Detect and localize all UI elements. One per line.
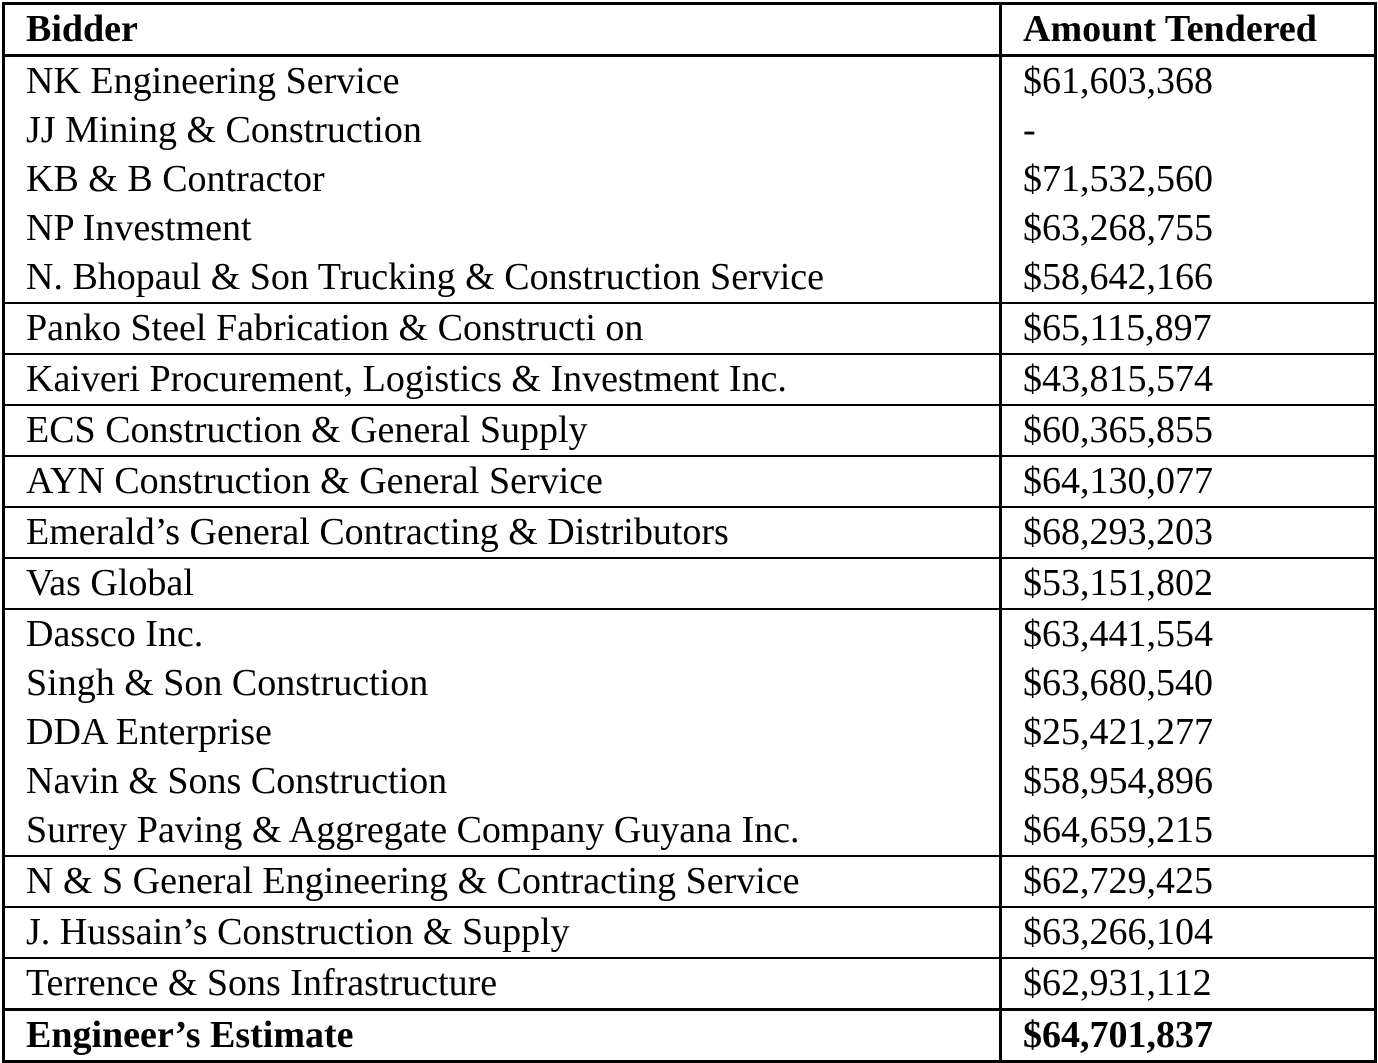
table-row	[4, 204, 1376, 253]
bidder-cell: AYN Construction & General Service	[4, 456, 1001, 507]
bidder-cell: Emerald’s General Contracting & Distributors	[4, 507, 1001, 558]
table-header-row	[4, 4, 1376, 56]
bidder-cell: NP Investment	[4, 204, 1001, 253]
table-row	[4, 106, 1376, 155]
amount-cell: $60,365,855	[1001, 405, 1376, 456]
bidder-cell: Navin & Sons Construction	[4, 757, 1001, 806]
bidder-cell: NK Engineering Service	[4, 56, 1001, 107]
amount-cell: $61,603,368	[1001, 56, 1376, 107]
amount-cell: $63,441,554	[1001, 609, 1376, 659]
bidder-cell: Singh & Son Construction	[4, 659, 1001, 708]
table-row	[4, 253, 1376, 303]
table-row	[4, 456, 1376, 507]
table-row	[4, 558, 1376, 609]
amount-cell: $64,130,077	[1001, 456, 1376, 507]
bidder-cell: N & S General Engineering & Contracting Service	[4, 856, 1001, 907]
table-row	[4, 708, 1376, 757]
amount-cell: $58,642,166	[1001, 253, 1376, 303]
bidder-cell: Dassco Inc.	[4, 609, 1001, 659]
table-row	[4, 303, 1376, 354]
table-row	[4, 806, 1376, 856]
amount-cell: $68,293,203	[1001, 507, 1376, 558]
amount-cell: $43,815,574	[1001, 354, 1376, 405]
amount-cell: $63,266,104	[1001, 907, 1376, 958]
bidder-cell: Kaiveri Procurement, Logistics & Investment Inc.	[4, 354, 1001, 405]
table-row	[4, 659, 1376, 708]
amount-cell: $71,532,560	[1001, 155, 1376, 204]
table-row	[4, 757, 1376, 806]
table-row	[4, 958, 1376, 1010]
table-row	[4, 507, 1376, 558]
bidder-cell: ECS Construction & General Supply	[4, 405, 1001, 456]
table-row	[4, 405, 1376, 456]
table-row	[4, 856, 1376, 907]
estimate-amount: $64,701,837	[1001, 1010, 1376, 1062]
bids-table	[2, 2, 1377, 1063]
amount-cell: $62,931,112	[1001, 958, 1376, 1010]
estimate-label: Engineer’s Estimate	[4, 1010, 1001, 1062]
bidder-cell: Panko Steel Fabrication & Constructi on	[4, 303, 1001, 354]
amount-cell: $58,954,896	[1001, 757, 1376, 806]
amount-cell: -	[1001, 106, 1376, 155]
amount-cell: $25,421,277	[1001, 708, 1376, 757]
bidder-cell: KB & B Contractor	[4, 155, 1001, 204]
engineers-estimate-row	[4, 1010, 1376, 1062]
amount-column-header: Amount Tendered	[1001, 4, 1376, 56]
amount-cell: $53,151,802	[1001, 558, 1376, 609]
bidder-cell: JJ Mining & Construction	[4, 106, 1001, 155]
bidder-cell: N. Bhopaul & Son Trucking & Construction Service	[4, 253, 1001, 303]
bidder-column-header: Bidder	[4, 4, 1001, 56]
table-row	[4, 56, 1376, 107]
amount-cell: $64,659,215	[1001, 806, 1376, 856]
amount-cell: $62,729,425	[1001, 856, 1376, 907]
bidder-cell: Vas Global	[4, 558, 1001, 609]
amount-cell: $63,268,755	[1001, 204, 1376, 253]
amount-cell: $65,115,897	[1001, 303, 1376, 354]
bidder-cell: DDA Enterprise	[4, 708, 1001, 757]
table-row	[4, 155, 1376, 204]
bidder-cell: Terrence & Sons Infrastructure	[4, 958, 1001, 1010]
table-row	[4, 907, 1376, 958]
bidder-cell: J. Hussain’s Construction & Supply	[4, 907, 1001, 958]
table-row	[4, 609, 1376, 659]
table-row	[4, 354, 1376, 405]
amount-cell: $63,680,540	[1001, 659, 1376, 708]
bidder-cell: Surrey Paving & Aggregate Company Guyana Inc.	[4, 806, 1001, 856]
